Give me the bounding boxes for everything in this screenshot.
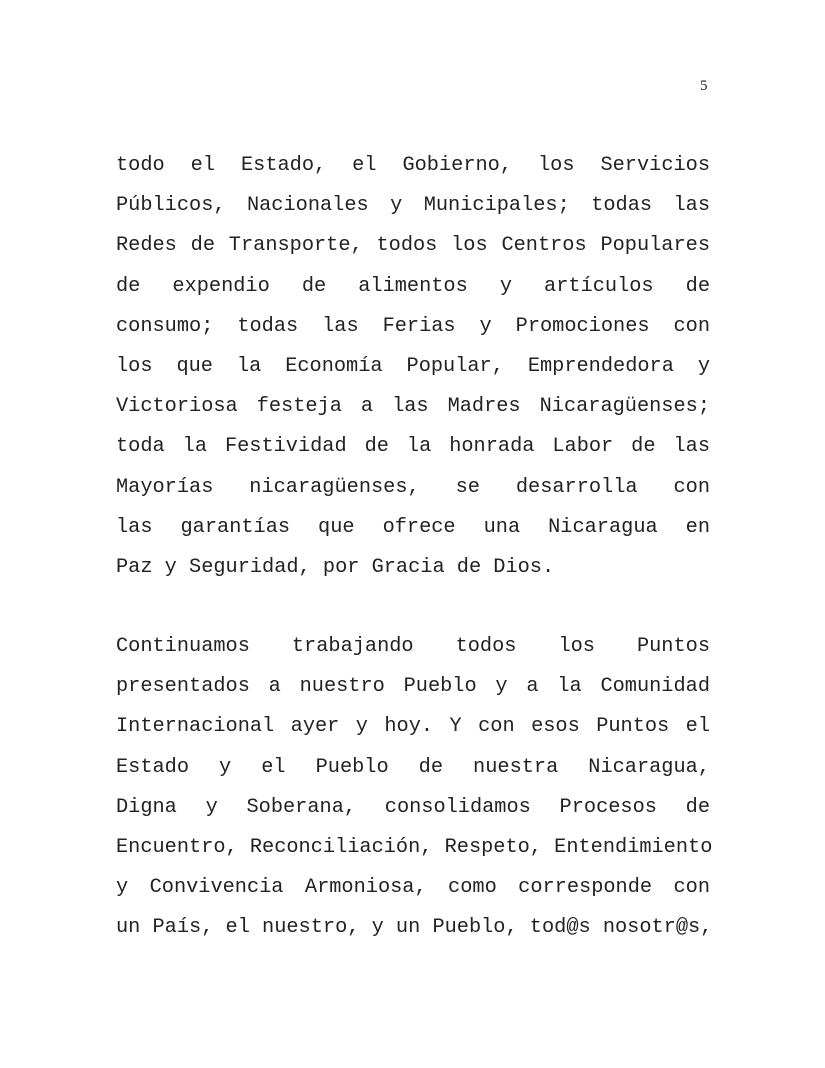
text-line: consumo; todas las Ferias y Promociones con bbox=[116, 314, 710, 338]
text-line: Victoriosa festeja a las Madres Nicaragüenses; bbox=[116, 395, 710, 419]
text-line: Paz y Seguridad, por Gracia de Dios. bbox=[116, 555, 555, 579]
text-line: Internacional ayer y hoy. Y con esos Puntos el bbox=[116, 715, 710, 739]
text-line: Mayorías nicaragüenses, se desarrolla con bbox=[116, 475, 710, 499]
text-line: Digna y Soberana, consolidamos Procesos de bbox=[116, 795, 710, 819]
page-number: 5 bbox=[700, 78, 708, 94]
text-line: toda la Festividad de la honrada Labor de las bbox=[116, 435, 710, 459]
text-line: Continuamos trabajando todos los Puntos bbox=[116, 635, 710, 658]
text-line: Redes de Transporte, todos los Centros Populares bbox=[116, 234, 710, 258]
paragraph-2 bbox=[116, 627, 713, 949]
paragraph-1 bbox=[116, 146, 710, 588]
text-line: las garantías que ofrece una Nicaragua en bbox=[116, 515, 710, 539]
text-line: y Convivencia Armoniosa, como corresponde con bbox=[116, 876, 710, 900]
text-line: un País, el nuestro, y un Pueblo, tod@s nosotr@s, bbox=[116, 916, 713, 940]
text-line: Encuentro, Reconciliación, Respeto, Entendimiento bbox=[116, 835, 713, 859]
text-line: todo el Estado, el Gobierno, los Servicios bbox=[116, 154, 710, 177]
text-line: los que la Economía Popular, Emprendedora y bbox=[116, 354, 710, 378]
text-line: de expendio de alimentos y artículos de bbox=[116, 274, 710, 298]
text-line: presentados a nuestro Pueblo y a la Comunidad bbox=[116, 675, 710, 699]
text-line: Estado y el Pueblo de nuestra Nicaragua, bbox=[116, 755, 710, 779]
text-line: Públicos, Nacionales y Municipales; todas las bbox=[116, 194, 710, 218]
